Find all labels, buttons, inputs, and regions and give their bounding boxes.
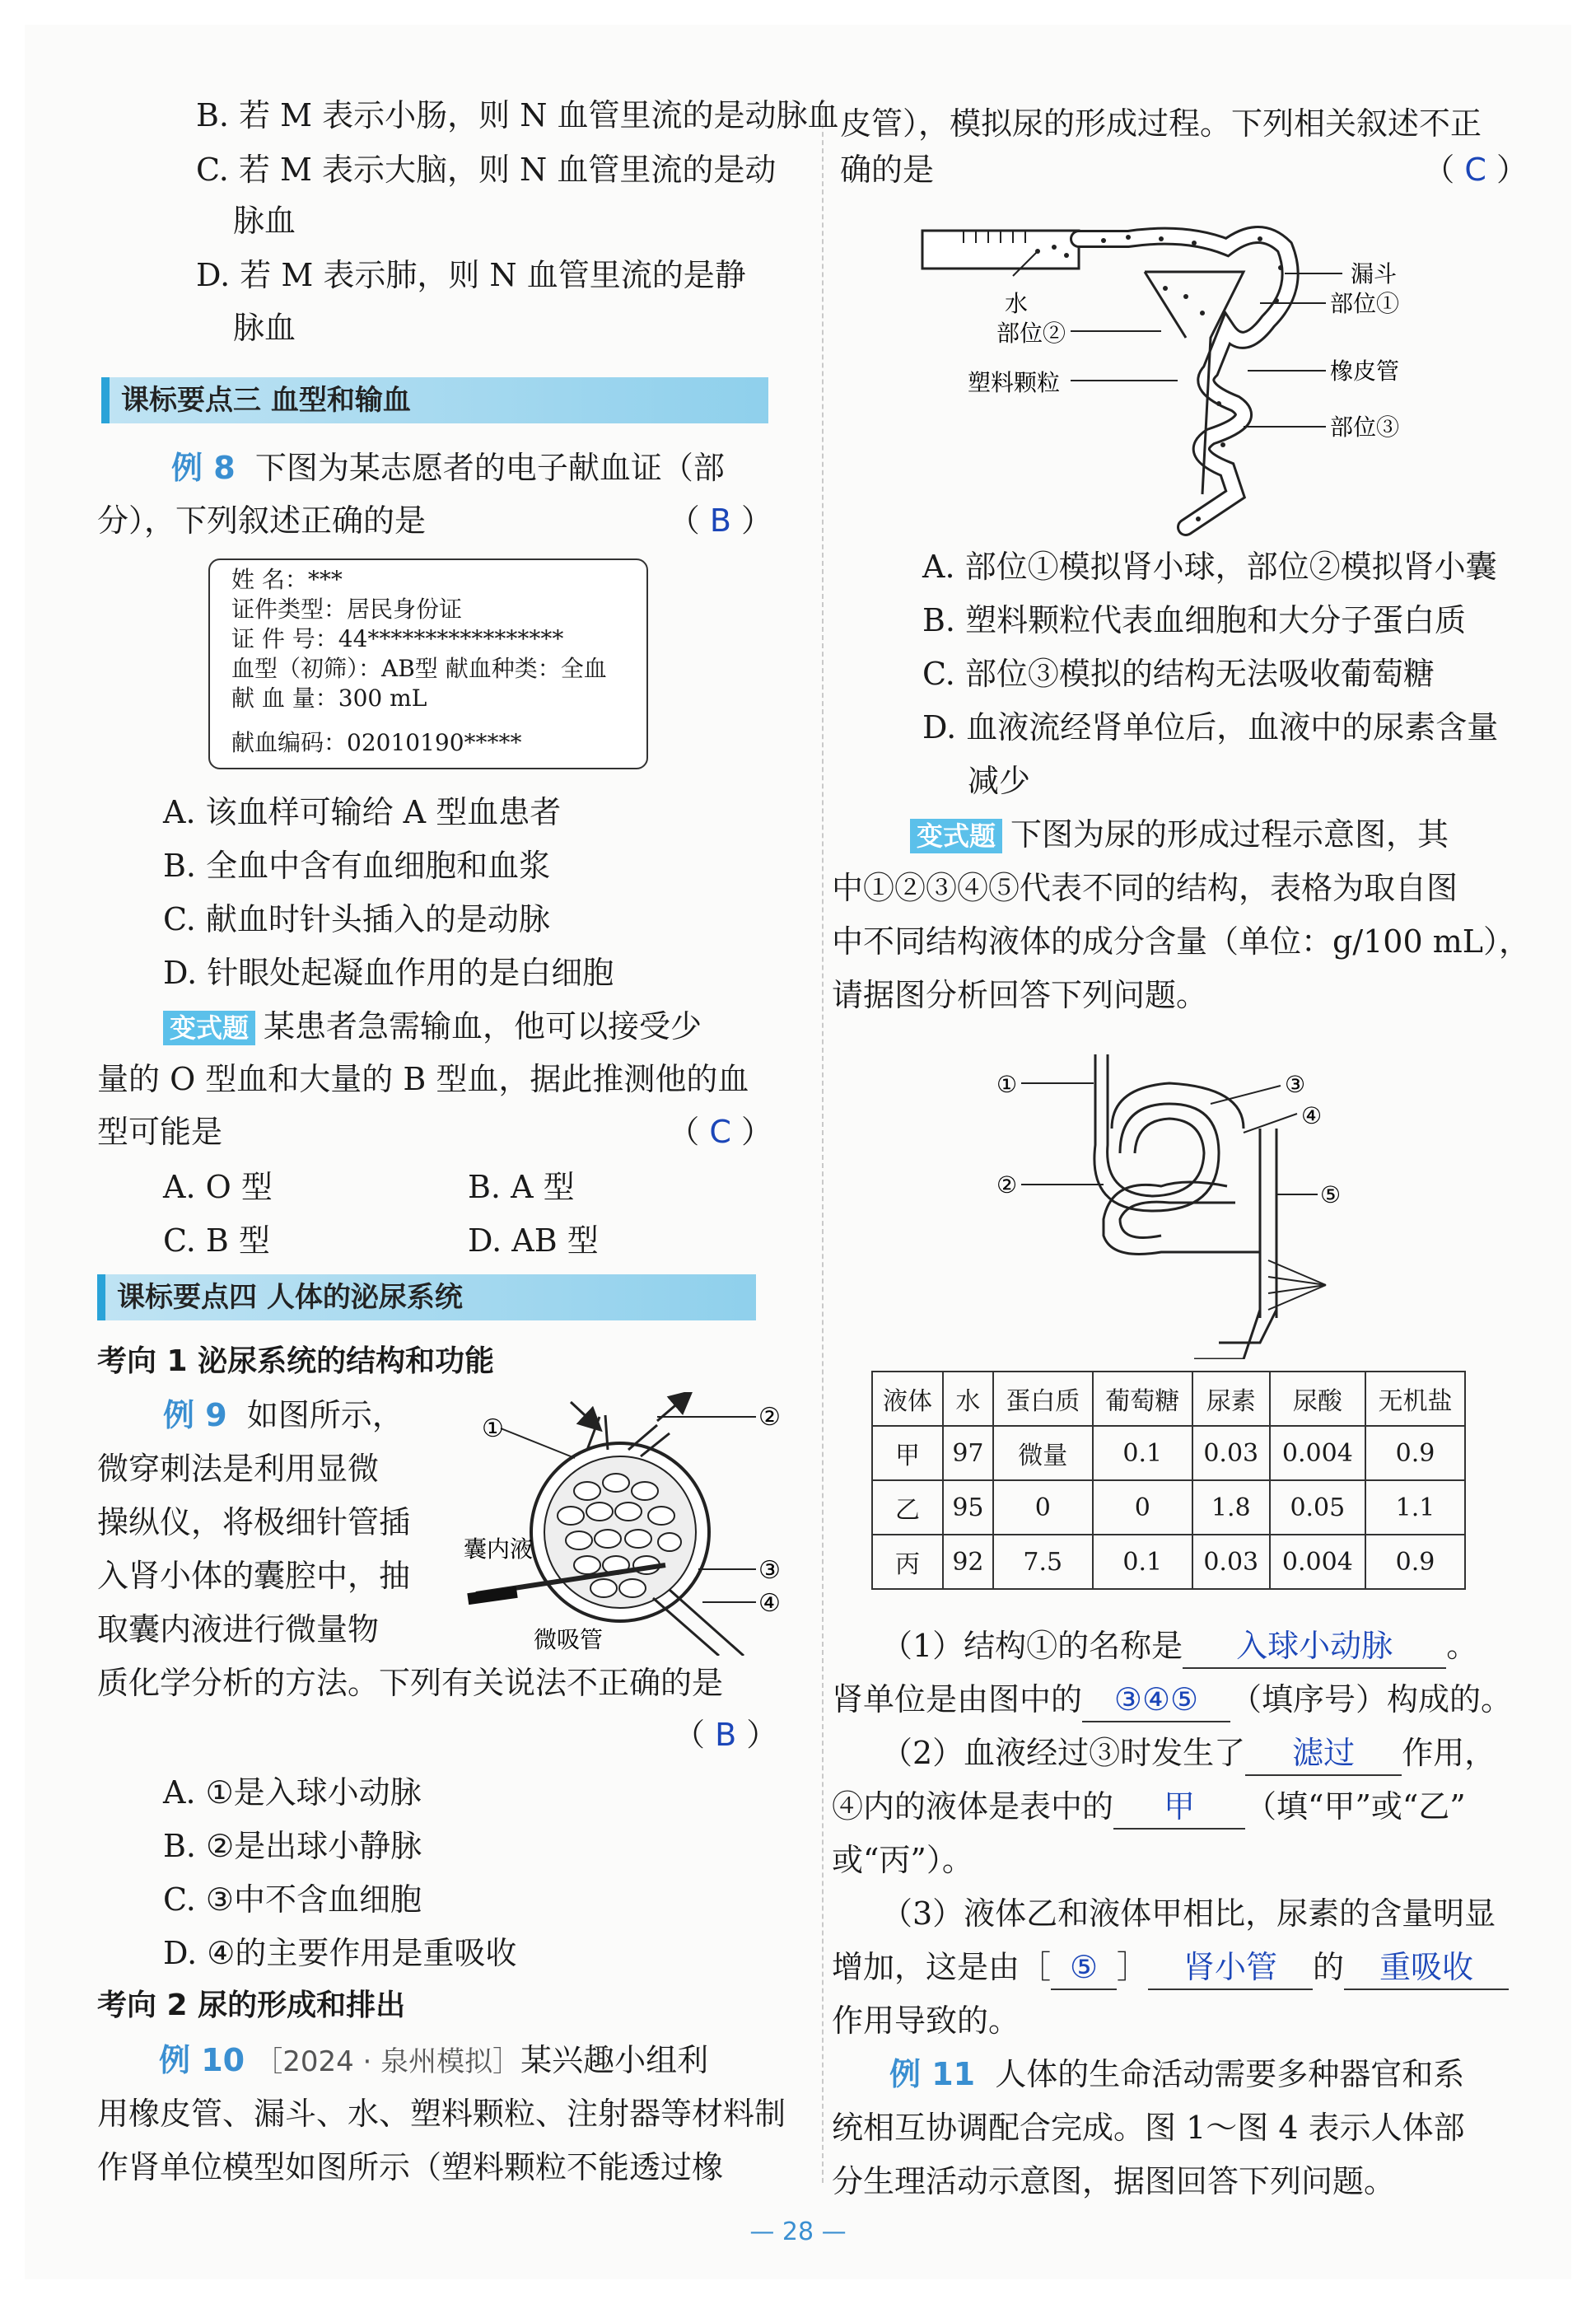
label-3: ③ — [758, 1556, 781, 1585]
card-id-type: 证件类型：居民身份证 — [231, 596, 463, 623]
kaoxiang-2: 考向 2 尿的形成和排出 — [97, 1989, 406, 2022]
card-code: 献血编码：02010190***** — [231, 729, 522, 756]
afferent-vessel-inner — [1108, 1054, 1204, 1196]
var1-option-b: B. A 型 — [468, 1169, 575, 1205]
page-number: — 28 — — [749, 2218, 847, 2246]
ex8-option-a: A. 该血样可输给 A 型血患者 — [163, 794, 562, 830]
table-cell: 97 — [943, 1426, 993, 1480]
question-text: 某患者急需输血，他可以接受少 — [264, 1008, 702, 1045]
label-water: 水 — [1005, 290, 1029, 317]
question-1-line1 — [881, 1624, 1477, 1669]
question-2-line1 — [881, 1732, 1496, 1776]
question-1-line2 — [832, 1678, 1512, 1722]
table-cell: 甲 — [872, 1426, 943, 1480]
table-header: 尿酸 — [1270, 1372, 1365, 1426]
question-3-line1: （3）液体乙和液体甲相比，尿素的含量明显 — [881, 1895, 1496, 1932]
label-1: ① — [482, 1414, 504, 1443]
label-capsule-fluid: 囊内液 — [464, 1535, 534, 1563]
table-cell: 0.03 — [1192, 1426, 1270, 1480]
collecting-tube — [1260, 1129, 1276, 1318]
ex10-line: 皮管），模拟尿的形成过程。下列相关叙述不正 — [840, 105, 1482, 142]
ex9-line: 取囊内液进行微量物 — [97, 1611, 380, 1647]
ex8-option-c: C. 献血时针头插入的是动脉 — [163, 901, 550, 937]
table-header: 蛋白质 — [993, 1372, 1093, 1426]
variant-1-question-cont: 量的 O 型血和大量的 B 型血，据此推测他的血 — [97, 1061, 749, 1097]
question-text: 。 — [1446, 1628, 1478, 1664]
answer-fluid-jia: 甲 — [1113, 1785, 1245, 1830]
kaoxiang-1: 考向 1 泌尿系统的结构和功能 — [97, 1344, 495, 1378]
card-blood-type: 血型（初筛）：AB型 献血种类：全血 — [231, 655, 607, 682]
question-3-line2 — [832, 1946, 1509, 1990]
ex10-option-d: D. 血液流经肾单位后，血液中的尿素含量 — [922, 709, 1499, 745]
ex8-option-b: B. 全血中含有血细胞和血浆 — [163, 848, 551, 884]
ex10-option-b: B. 塑料颗粒代表血细胞和大分子蛋白质 — [922, 602, 1467, 638]
column-divider — [822, 99, 824, 2183]
question-text: 确的是 — [840, 152, 935, 188]
example-8-question — [171, 446, 725, 489]
variant-2-question — [910, 813, 1449, 856]
answer-bracket: （ B ） — [674, 1717, 778, 1753]
answer-nephron-parts: ③④⑤ — [1082, 1678, 1230, 1722]
answer-renal-tubule: 肾小管 — [1148, 1946, 1313, 1990]
section-banner-urinary — [97, 1274, 756, 1320]
arrow-in — [571, 1402, 595, 1425]
question-text: ］ — [1117, 1949, 1149, 1985]
card-id-number: 证 件 号：44***************** — [231, 625, 564, 652]
prev-option-b: B. 若 M 表示小肠，则 N 血管里流的是动脉血 — [196, 97, 839, 133]
plastic-beads — [1035, 235, 1283, 521]
variant-1-question — [163, 1005, 702, 1048]
ex9-line: 微穿刺法是利用显微 — [97, 1451, 380, 1487]
table-row — [872, 1426, 1465, 1480]
question-text: 肾单位是由图中的 — [832, 1681, 1083, 1717]
table-row — [872, 1480, 1465, 1535]
example-label: 例 11 — [889, 2056, 976, 2092]
ex9-option-b: B. ②是出球小静脉 — [163, 1828, 422, 1864]
label-site-1: 部位① — [1330, 290, 1400, 317]
label-3: ③ — [1285, 1071, 1306, 1098]
capsule-outer — [1112, 1083, 1244, 1129]
table-cell: 0.004 — [1270, 1426, 1365, 1480]
ex9-line: 操纵仪，将极细针管插 — [97, 1504, 411, 1540]
ex9-option-c: C. ③中不含血细胞 — [163, 1881, 422, 1918]
prev-option-d: D. 若 M 表示肺，则 N 血管里流的是静 — [196, 257, 746, 293]
table-cell: 1.1 — [1365, 1480, 1465, 1535]
tubule-exit — [1194, 1310, 1276, 1359]
leader-lines — [1021, 1083, 1318, 1194]
label-4: ④ — [1301, 1102, 1323, 1129]
table-cell: 0.1 — [1093, 1535, 1192, 1589]
table-header: 尿素 — [1192, 1372, 1270, 1426]
variant-2-line: 请据图分析回答下列问题。 — [832, 977, 1208, 1013]
question-text: 如图所示， — [246, 1397, 404, 1433]
answer-bracket: （ C ） — [668, 1114, 772, 1150]
answer-structure-number: ⑤ — [1051, 1946, 1117, 1990]
example-8-question-cont — [97, 499, 772, 542]
table-cell: 1.8 — [1192, 1480, 1270, 1535]
answer-bracket: （ B ） — [668, 502, 772, 539]
donation-certificate — [208, 558, 648, 769]
label-1: ① — [996, 1071, 1018, 1098]
example-label: 例 9 — [163, 1397, 227, 1433]
answer-reabsorption: 重吸收 — [1344, 1946, 1509, 1990]
prev-option-c-cont: 脉血 — [233, 203, 296, 239]
table-header-row — [872, 1372, 1465, 1426]
page — [25, 25, 1571, 2279]
table-cell: 0.9 — [1365, 1426, 1465, 1480]
ex9-option-a: A. ①是入球小动脉 — [163, 1774, 422, 1811]
question-text: 下图为某志愿者的电子献血证（部 — [254, 450, 725, 486]
example-label: 例 10 — [159, 2042, 245, 2078]
ex9-line: 入肾小体的囊腔中，抽 — [97, 1558, 411, 1594]
nephron-model-figure — [914, 198, 1491, 544]
variant-2-line: 中不同结构液体的成分含量（单位：g/100 mL）， — [832, 923, 1531, 960]
ex10-option-d-cont: 减少 — [968, 763, 1031, 799]
section-banner-blood-type — [101, 377, 768, 423]
card-name: 姓 名：*** — [231, 566, 343, 593]
label-site-2: 部位② — [996, 320, 1066, 347]
question-text: 型可能是 — [97, 1114, 223, 1150]
answer-value: B — [715, 1717, 737, 1753]
example-11-question — [889, 2053, 1464, 2096]
table-cell: 0.03 — [1192, 1535, 1270, 1589]
answer-filtration: 滤过 — [1245, 1732, 1402, 1776]
answer-value: C — [709, 1114, 731, 1150]
label-funnel: 漏斗 — [1351, 260, 1398, 287]
question-text: （1）结构①的名称是 — [881, 1628, 1183, 1664]
question-text: 某兴趣小组利 — [520, 2042, 709, 2078]
table-cell: 丙 — [872, 1535, 943, 1589]
source-tag: ［2024 · 泉州模拟］ — [254, 2045, 521, 2078]
answer-value: C — [1464, 152, 1486, 188]
question-text: （填序号）构成的。 — [1230, 1681, 1513, 1717]
answer-bracket: （ C ） — [1423, 152, 1528, 188]
variant-tag: 变式题 — [163, 1011, 255, 1045]
ex10-line: 作肾单位模型如图所示（塑料颗粒不能透过橡 — [97, 2149, 724, 2185]
variant-1-question-cont2 — [97, 1110, 772, 1153]
question-text: ④内的液体是表中的 — [832, 1788, 1114, 1825]
table-cell: 95 — [943, 1480, 993, 1535]
label-5: ⑤ — [1320, 1181, 1342, 1208]
micropuncture-figure — [464, 1392, 785, 1656]
table-header: 葡萄糖 — [1093, 1372, 1192, 1426]
var1-option-c: C. B 型 — [163, 1222, 270, 1259]
leader-line — [501, 1428, 575, 1458]
ex9-option-d: D. ④的主要作用是重吸收 — [163, 1935, 517, 1971]
urine-formation-figure — [996, 1046, 1342, 1359]
table-cell: 92 — [943, 1535, 993, 1589]
label-2: ② — [758, 1403, 781, 1432]
label-hose: 橡皮管 — [1330, 358, 1400, 385]
var1-option-a: A. O 型 — [163, 1169, 273, 1205]
answer-afferent-arteriole: 入球小动脉 — [1183, 1624, 1446, 1669]
question-2-line3: 或“丙”）。 — [832, 1842, 973, 1878]
afferent-vessel — [1094, 1054, 1219, 1211]
table-cell: 微量 — [993, 1426, 1093, 1480]
table-header: 无机盐 — [1365, 1372, 1465, 1426]
table-cell: 0.05 — [1270, 1480, 1365, 1535]
question-text: （2）血液经过③时发生了 — [881, 1735, 1246, 1771]
ex11-line: 统相互协调配合完成。图 1～图 4 表示人体部 — [832, 2110, 1465, 2146]
ex10-line: 用橡皮管、漏斗、水、塑料颗粒、注射器等材料制 — [97, 2096, 786, 2132]
ex11-line: 分生理活动示意图，据图回答下列问题。 — [832, 2163, 1396, 2199]
table-cell: 0.004 — [1270, 1535, 1365, 1589]
fluid-composition-table — [871, 1371, 1466, 1590]
table-cell: 7.5 — [993, 1535, 1093, 1589]
question-text: 作用， — [1402, 1735, 1496, 1771]
question-text: 人体的生命活动需要多种器官和系 — [995, 2056, 1465, 2092]
label-site-3: 部位③ — [1330, 414, 1400, 441]
prev-option-c: C. 若 M 表示大脑，则 N 血管里流的是动 — [196, 152, 777, 188]
example-label: 例 8 — [171, 450, 236, 486]
prev-option-d-cont: 脉血 — [233, 310, 296, 346]
ex10-option-a: A. 部位①模拟肾小球，部位②模拟肾小囊 — [922, 549, 1497, 585]
variant-2-line: 中①②③④⑤代表不同的结构，表格为取自图 — [832, 870, 1458, 906]
example-10-question — [159, 2039, 708, 2083]
question-text: （填“甲”或“乙” — [1245, 1788, 1466, 1825]
question-text: 下图为尿的形成过程示意图，其 — [1010, 816, 1449, 853]
table-header: 液体 — [872, 1372, 943, 1426]
question-text: 增加，这是由［ — [832, 1949, 1052, 1985]
ex9-line: 质化学分析的方法。下列有关说法不正确的是 — [97, 1665, 724, 1701]
ex10-line — [840, 148, 1528, 191]
label-micropipette: 微吸管 — [534, 1626, 604, 1653]
tubule-loop — [1104, 1182, 1260, 1255]
table-cell: 0.1 — [1093, 1426, 1192, 1480]
table-cell: 0.9 — [1365, 1535, 1465, 1589]
label-beads: 塑料颗粒 — [968, 369, 1061, 396]
ex10-option-c: C. 部位③模拟的结构无法吸收葡萄糖 — [922, 656, 1435, 692]
section-title: 课标要点三 血型和输血 — [121, 384, 411, 417]
question-3-line3: 作用导致的。 — [832, 2003, 1020, 2039]
card-volume: 献 血 量：300 mL — [231, 685, 427, 712]
question-text: 分），下列叙述正确的是 — [97, 502, 427, 539]
var1-option-d: D. AB 型 — [468, 1222, 599, 1259]
question-text: 的 — [1313, 1949, 1345, 1985]
label-4: ④ — [758, 1589, 781, 1618]
table-cell: 0 — [1093, 1480, 1192, 1535]
table-cell: 0 — [993, 1480, 1093, 1535]
table-row — [872, 1535, 1465, 1589]
section-title: 课标要点四 人体的泌尿系统 — [117, 1281, 463, 1314]
label-2: ② — [996, 1171, 1018, 1199]
answer-value: B — [709, 502, 731, 539]
question-2-line2 — [832, 1785, 1466, 1830]
table-cell: 乙 — [872, 1480, 943, 1535]
table-header: 水 — [943, 1372, 993, 1426]
ex8-option-d: D. 针眼处起凝血作用的是白细胞 — [163, 955, 614, 991]
variant-tag: 变式题 — [910, 819, 1002, 853]
example-9-question — [163, 1394, 404, 1437]
